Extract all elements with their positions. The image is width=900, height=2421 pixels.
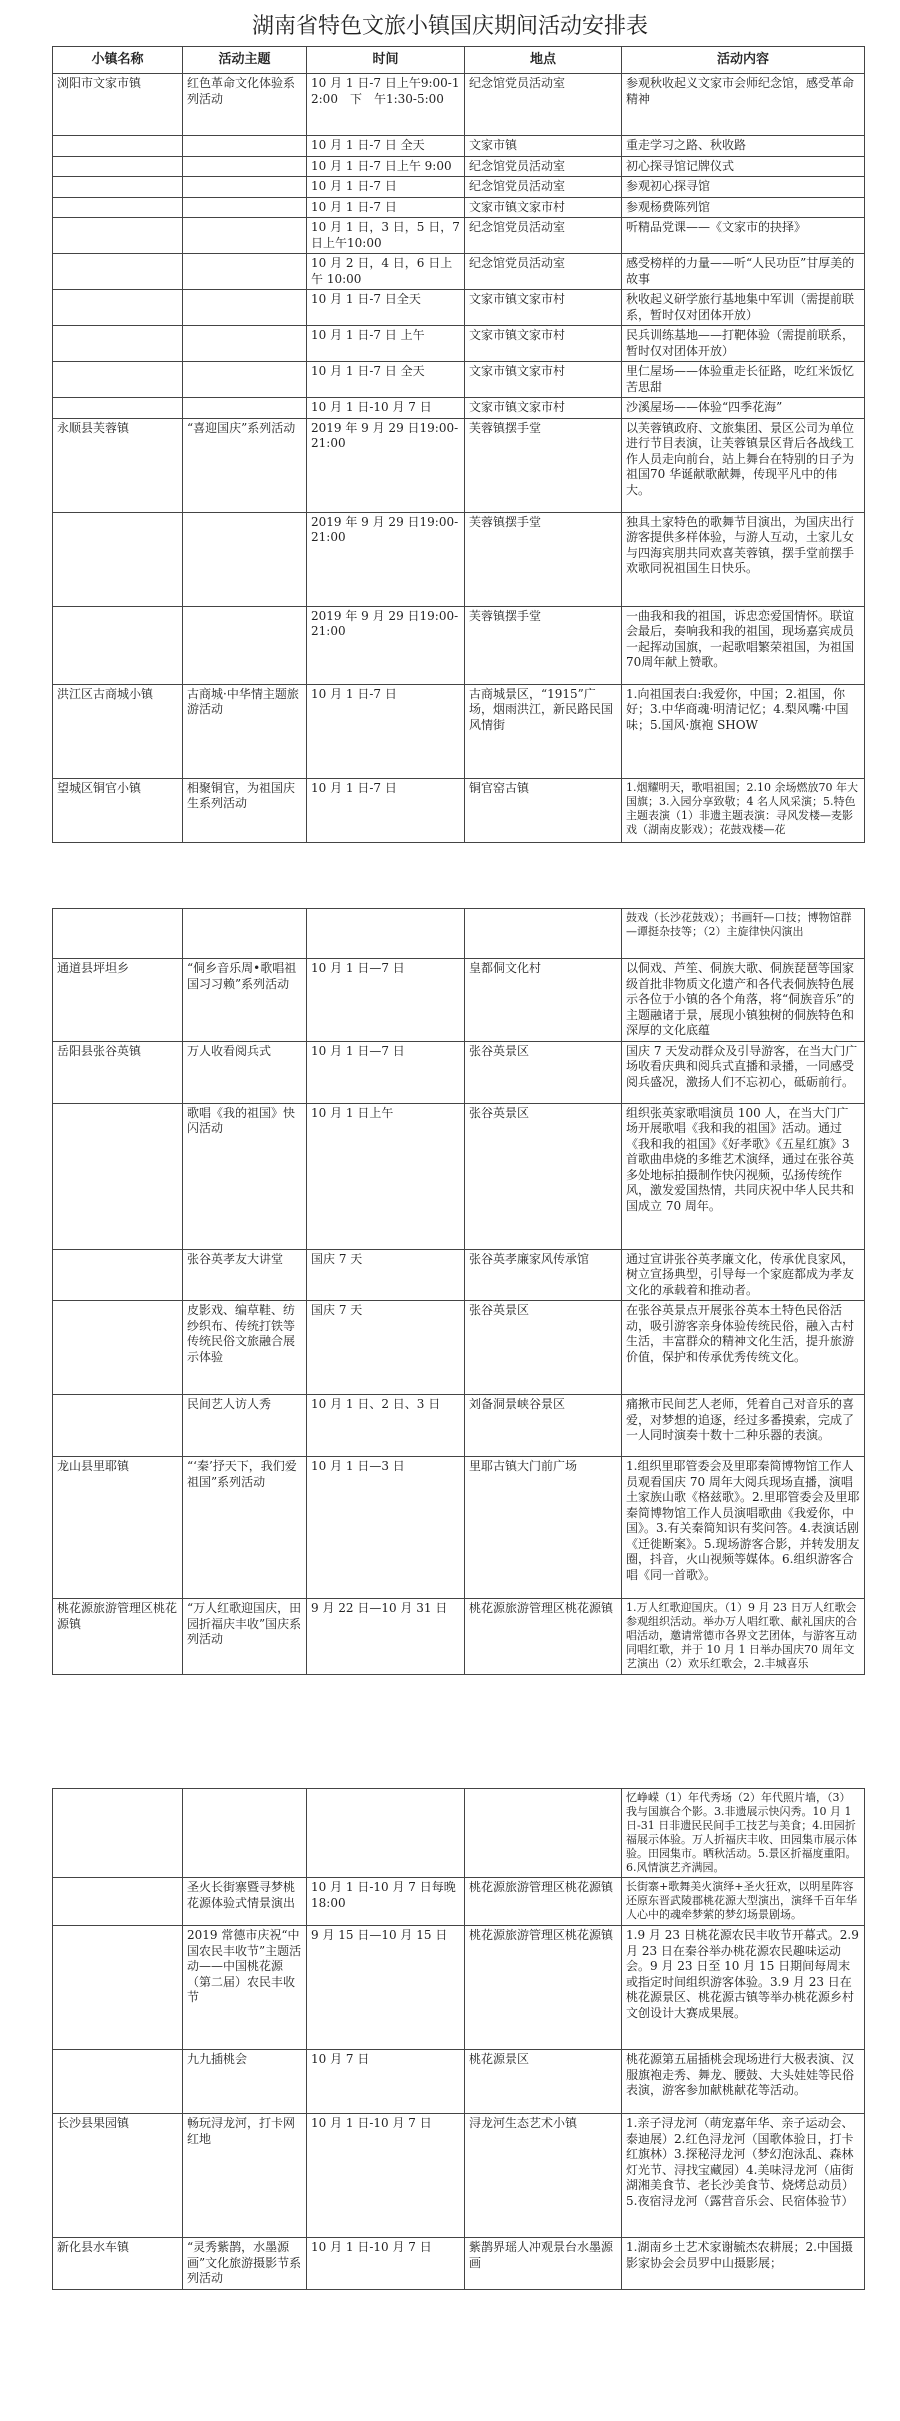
- cell-theme: 皮影戏、编草鞋、纺纱织布、传统打铁等传统民俗文旅融合展示体验: [183, 1301, 307, 1395]
- cell-time: 10 月 1 日-7 日: [307, 197, 465, 218]
- cell-time: 10 月 1 日-7 日 全天: [307, 362, 465, 398]
- cell-theme: 万人收看阅兵式: [183, 1041, 307, 1103]
- cell-town-name: [53, 1249, 183, 1301]
- cell-town-name: [53, 909, 183, 959]
- table-row: [53, 74, 865, 136]
- cell-theme: 相聚铜官，为祖国庆生系列活动: [183, 778, 307, 842]
- cell-content: 组织张英家歌唱演员 100 人，在当大门广场开展歌唱《我和我的祖国》活动。通过《我和我的祖国》《好孝歌》《五星红旗》3 首歌曲串烧的多维艺术演绎，通过在张谷英多处地标拍摄制作快闪视频，弘扬传统作风，激发爱国热情，共同庆祝中华人民共和国成立 70 周年。: [622, 1103, 865, 1249]
- cell-content: 1.向祖国表白:我爱你，中国；2.祖国，你好；3.中华商魂·明清记忆；4.梨风嘴·中国味；5.国风·旗袍 SHOW: [622, 684, 865, 778]
- cell-content: 1.湖南乡土艺术家谢毓杰农耕展；2.中国摄影家协会会员罗中山摄影展；: [622, 2238, 865, 2290]
- cell-content: 1.9 月 23 日桃花源农民丰收节开幕式。2.9 月 23 日在秦谷举办桃花源农民趣味运动会。9 月 23 日至 10 月 15 日期间每周末或指定时间组织游客体验。3.9 月 23 日在桃花源景区、桃花源古镇等举办桃花源乡村文创设计大赛成果展。: [622, 1926, 865, 2050]
- cell-time: 10 月 1 日-10 月 7 日: [307, 2238, 465, 2290]
- cell-theme: 九九插桃会: [183, 2050, 307, 2114]
- header-theme: 活动主题: [183, 47, 307, 74]
- cell-town-name: [53, 290, 183, 326]
- cell-time: 10 月 2 日，4 日，6 日上午 10:00: [307, 254, 465, 290]
- cell-theme: [183, 254, 307, 290]
- cell-content: 桃花源第五届插桃会现场进行大极表演、汉服旗袍走秀、舞龙、腰鼓、大头娃娃等民俗表演，游客参加献桃献花等活动。: [622, 2050, 865, 2114]
- cell-town-name: [53, 362, 183, 398]
- cell-location: 桃花源旅游管理区桃花源镇: [465, 1599, 622, 1675]
- cell-content: 初心探寻馆记牌仪式: [622, 156, 865, 177]
- cell-town-name: [53, 326, 183, 362]
- cell-content: 以芙蓉镇政府、文旅集团、景区公司为单位进行节目表演，让芙蓉镇景区背后各战线工作人员走向前台，站上舞台在特别的日子为祖国70 华诞献歌献舞，传现平凡中的伟大。: [622, 418, 865, 512]
- cell-location: 里耶古镇大门前广场: [465, 1457, 622, 1599]
- cell-location: 古商城景区，“1915”广场，烟雨洪江，新民路民国风情街: [465, 684, 622, 778]
- cell-content: 民兵训练基地——打靶体验（需提前联系，暂时仅对团体开放）: [622, 326, 865, 362]
- cell-theme: “万人红歌迎国庆，田园折福庆丰收”国庆系列活动: [183, 1599, 307, 1675]
- table-row: [53, 2050, 865, 2114]
- cell-theme: [183, 136, 307, 157]
- cell-time: 10 月 1 日-7 日 上午: [307, 326, 465, 362]
- cell-town-name: 望城区铜官小镇: [53, 778, 183, 842]
- cell-time: 10 月 1 日-7 日全天: [307, 290, 465, 326]
- cell-location: 芙蓉镇摆手堂: [465, 606, 622, 684]
- cell-theme: [183, 362, 307, 398]
- table-row: [53, 2238, 865, 2290]
- cell-content: 独具土家特色的歌舞节目演出，为国庆出行游客提供多样体验，与游人互动，土家儿女与四海宾朋共同欢喜芙蓉镇，摆手堂前摆手欢歌同祝祖国生日快乐。: [622, 512, 865, 606]
- table-row: [53, 1301, 865, 1395]
- table-row: [53, 1457, 865, 1599]
- schedule-table-page-1: [52, 46, 865, 843]
- cell-time: 10 月 1 日-7 日 全天: [307, 136, 465, 157]
- cell-content: 1.亲子浔龙河（萌宠嘉年华、亲子运动会、泰迪展）2.红色浔龙河（国歌体验日，打卡红旗林）3.探秘浔龙河（梦幻泡泳乱、森林灯光节、浔找宝藏园）4.美味浔龙河（庙街湖湘美食节、老长沙美食节、烧烤总动员）5.夜宿浔龙河（露营音乐会、民宿体验节）: [622, 2114, 865, 2238]
- cell-town-name: [53, 136, 183, 157]
- cell-location: 桃花源景区: [465, 2050, 622, 2114]
- cell-time: 10 月 1 日—3 日: [307, 1457, 465, 1599]
- cell-theme: [183, 156, 307, 177]
- cell-theme: [183, 197, 307, 218]
- cell-location: 纪念馆党员活动室: [465, 254, 622, 290]
- table-row: [53, 362, 865, 398]
- cell-location: 文家市镇文家市村: [465, 398, 622, 419]
- cell-content: 痛揪市民间艺人老师，凭着自己对音乐的喜爱，对梦想的追逐，经过多番摸索，完成了一人同时演奏十数十二种乐器的表演。: [622, 1395, 865, 1457]
- cell-time: 10 月 1 日-7 日: [307, 778, 465, 842]
- cell-theme: [183, 909, 307, 959]
- cell-location: [465, 1789, 622, 1878]
- cell-theme: [183, 290, 307, 326]
- cell-theme: “侗乡音乐周•歌唱祖国习习赖”系列活动: [183, 959, 307, 1042]
- table-row: [53, 1599, 865, 1675]
- schedule-table-page-3: [52, 1788, 865, 2290]
- cell-location: 桃花源旅游管理区桃花源镇: [465, 1878, 622, 1926]
- cell-theme: 畅玩浔龙河，打卡网红地: [183, 2114, 307, 2238]
- cell-location: 皇都侗文化村: [465, 959, 622, 1042]
- table-row: [53, 1395, 865, 1457]
- cell-content: 以侗戏、芦笙、侗族大歌、侗族琵琶等国家级首批非物质文化遗产和各代表侗族特色展示各位于小镇的各个角落，将“侗族音乐”的主题融诸于景，展现小镇独树的侗族特色和深厚的文化底蕴: [622, 959, 865, 1042]
- cell-town-name: [53, 1301, 183, 1395]
- table-body: [53, 1789, 865, 2290]
- cell-theme: 2019 常德市庆祝“中国农民丰收节”主题活动——中国桃花源（第二届）农民丰收节: [183, 1926, 307, 2050]
- table-row: [53, 197, 865, 218]
- cell-town-name: 桃花源旅游管理区桃花源镇: [53, 1599, 183, 1675]
- cell-time: [307, 1789, 465, 1878]
- header-location: 地点: [465, 47, 622, 74]
- cell-town-name: 通道县坪坦乡: [53, 959, 183, 1042]
- table-row: [53, 512, 865, 606]
- cell-content: 感受榜样的力量——听“人民功臣”甘厚美的故事: [622, 254, 865, 290]
- header-time: 时间: [307, 47, 465, 74]
- table-body: [53, 909, 865, 1675]
- cell-time: [307, 909, 465, 959]
- cell-time: 10 月 1 日-10 月 7 日: [307, 2114, 465, 2238]
- cell-location: 张谷英景区: [465, 1301, 622, 1395]
- cell-town-name: [53, 512, 183, 606]
- table-row: [53, 1926, 865, 2050]
- cell-theme: [183, 398, 307, 419]
- cell-location: 文家市镇: [465, 136, 622, 157]
- cell-theme: 古商城·中华情主题旅游活动: [183, 684, 307, 778]
- cell-time: 10 月 7 日: [307, 2050, 465, 2114]
- cell-content: 国庆 7 天发动群众及引导游客，在当大门广场收看庆典和阅兵式直播和录播，一同感受阅兵盛况，激扬人们不忘初心，砥砺前行。: [622, 1041, 865, 1103]
- cell-location: 张谷英景区: [465, 1103, 622, 1249]
- cell-time: 10 月 1 日、2 日、3 日: [307, 1395, 465, 1457]
- table-body: [53, 74, 865, 843]
- cell-time: 9 月 22 日—10 月 31 日: [307, 1599, 465, 1675]
- table-row: [53, 156, 865, 177]
- cell-location: 文家市镇文家市村: [465, 290, 622, 326]
- cell-content: 忆峥嵘（1）年代秀场（2）年代照片墙，（3）我与国旗合个影。3.非遗展示快闪秀。10 月 1 日-31 日非遗民民间手工技艺与美食；4.田园折福展示体验。万人折福庆丰收、田园集市展示体验。田园集市。晒秋活动。5.景区折福度重阳。6.风情演艺齐满园。: [622, 1789, 865, 1878]
- cell-theme: 歌唱《我的祖国》快闪活动: [183, 1103, 307, 1249]
- table-row: [53, 326, 865, 362]
- cell-town-name: [53, 1103, 183, 1249]
- cell-theme: “喜迎国庆”系列活动: [183, 418, 307, 512]
- cell-town-name: [53, 1878, 183, 1926]
- cell-content: 里仁屋场——体验重走长征路，吃红米饭忆苦思甜: [622, 362, 865, 398]
- cell-town-name: 新化县水车镇: [53, 2238, 183, 2290]
- cell-town-name: 龙山县里耶镇: [53, 1457, 183, 1599]
- cell-content: 参观初心探寻馆: [622, 177, 865, 198]
- cell-location: 文家市镇文家市村: [465, 362, 622, 398]
- table-row: [53, 1789, 865, 1878]
- cell-location: 张谷英景区: [465, 1041, 622, 1103]
- cell-content: 听精品党课——《文家市的抉择》: [622, 218, 865, 254]
- cell-town-name: [53, 2050, 183, 2114]
- table-row: [53, 778, 865, 842]
- cell-time: 10 月 1 日-10 月 7 日每晚 18:00: [307, 1878, 465, 1926]
- cell-town-name: [53, 606, 183, 684]
- cell-town-name: [53, 1926, 183, 2050]
- cell-location: 刘备洞景峡谷景区: [465, 1395, 622, 1457]
- cell-time: 2019 年 9 月 29 日19:00-21:00: [307, 606, 465, 684]
- table-row: [53, 959, 865, 1042]
- cell-time: 10 月 1 日-7 日上午9:00-12:00 下 午1:30-5:00: [307, 74, 465, 136]
- cell-content: 1.万人红歌迎国庆。（1）9 月 23 日万人红歌会参观组织活动。举办万人唱红歌、献礼国庆的合唱活动，邀请常德市各界文艺团体，与游客互动同唱红歌，并于 10 月 1 日举办国庆70 周年文艺演出（2）欢乐红歌会，2.丰城喜乐: [622, 1599, 865, 1675]
- cell-location: 桃花源旅游管理区桃花源镇: [465, 1926, 622, 2050]
- cell-time: 9 月 15 日—10 月 15 日: [307, 1926, 465, 2050]
- table-header-row: [53, 47, 865, 74]
- cell-content: 参观秋收起义文家市会师纪念馆，感受革命精神: [622, 74, 865, 136]
- cell-time: 2019 年 9 月 29 日19:00-21:00: [307, 512, 465, 606]
- cell-theme: 红色革命文化体验系列活动: [183, 74, 307, 136]
- cell-town-name: [53, 398, 183, 419]
- cell-location: 浔龙河生态艺术小镇: [465, 2114, 622, 2238]
- cell-theme: [183, 177, 307, 198]
- cell-town-name: [53, 1789, 183, 1878]
- cell-town-name: 永顺县芙蓉镇: [53, 418, 183, 512]
- cell-content: 一曲我和我的祖国，诉忠恋爱国情怀。联谊会最后，奏响我和我的祖国，现场嘉宾成员一起挥动国旗，一起歌唱繁荣祖国，为祖国70周年献上赞歌。: [622, 606, 865, 684]
- cell-time: 2019 年 9 月 29 日19:00-21:00: [307, 418, 465, 512]
- cell-time: 10 月 1 日-7 日上午 9:00: [307, 156, 465, 177]
- cell-theme: 张谷英孝友大讲堂: [183, 1249, 307, 1301]
- cell-content: 长街寨+歌舞美火演绎+圣火狂欢，以明星阵容还原东晋武陵郡桃花源大型演出，演绎千百年华人心中的魂牵梦萦的梦幻场景剧场。: [622, 1878, 865, 1926]
- table-row: [53, 218, 865, 254]
- cell-town-name: 岳阳县张谷英镇: [53, 1041, 183, 1103]
- table-row: [53, 1103, 865, 1249]
- header-town-name: 小镇名称: [53, 47, 183, 74]
- cell-theme: 圣火长街寨暨寻梦桃花源体验式情景演出: [183, 1878, 307, 1926]
- cell-location: 纪念馆党员活动室: [465, 156, 622, 177]
- cell-location: [465, 909, 622, 959]
- document-title: 湖南省特色文旅小镇国庆期间活动安排表: [251, 14, 648, 39]
- cell-town-name: [53, 197, 183, 218]
- table-row: [53, 177, 865, 198]
- cell-location: 文家市镇文家市村: [465, 326, 622, 362]
- cell-theme: 民间艺人访人秀: [183, 1395, 307, 1457]
- cell-time: 10 月 1 日-7 日: [307, 177, 465, 198]
- table-row: [53, 254, 865, 290]
- cell-content: 参观杨费陈列馆: [622, 197, 865, 218]
- cell-location: 纪念馆党员活动室: [465, 74, 622, 136]
- table-row: [53, 2114, 865, 2238]
- cell-location: 纪念馆党员活动室: [465, 218, 622, 254]
- table-row: [53, 1878, 865, 1926]
- cell-town-name: [53, 156, 183, 177]
- schedule-table-page-2: [52, 908, 865, 1675]
- cell-location: 紫鹊界瑶人冲观景台水墨源画: [465, 2238, 622, 2290]
- cell-town-name: 浏阳市文家市镇: [53, 74, 183, 136]
- table-row: [53, 684, 865, 778]
- cell-time: 10 月 1 日上午: [307, 1103, 465, 1249]
- table-row: [53, 418, 865, 512]
- cell-time: 10 月 1 日—7 日: [307, 959, 465, 1042]
- cell-content: 1.组织里耶管委会及里耶秦简博物馆工作人员观看国庆 70 周年大阅兵现场直播，演唱土家族山歌《格兹歌》。2.里耶管委会及里耶秦简博物馆工作人员演唱歌曲《我爱你，中国》。3.有关秦简知识有奖问答。4.表演话剧《迁徙断案》。5.现场游客合影，并转发朋友圈，抖音，火山视频等媒体。6.组织游客合唱《同一首歌》。: [622, 1457, 865, 1599]
- cell-theme: [183, 218, 307, 254]
- cell-content: 1.烟耀明天，歌唱祖国；2.10 余场燃放70 年大国旗；3.入园分享致敬；4 名人风采演；5.特色主题表演（1）非遗主题表演：寻风发楼—麦影戏（湖南皮影戏）；花鼓戏楼—花: [622, 778, 865, 842]
- cell-location: 铜官窑古镇: [465, 778, 622, 842]
- cell-content: 通过宣讲张谷英孝廉文化，传承优良家风，树立宣扬典型，引导每一个家庭都成为孝友文化的承载着和推动者。: [622, 1249, 865, 1301]
- cell-location: 纪念馆党员活动室: [465, 177, 622, 198]
- table-row: [53, 1249, 865, 1301]
- cell-time: 10 月 1 日—7 日: [307, 1041, 465, 1103]
- cell-location: 张谷英孝廉家风传承馆: [465, 1249, 622, 1301]
- cell-time: 10 月 1 日，3 日，5 日，7 日上午10:00: [307, 218, 465, 254]
- cell-theme: “灵秀紫鹊，水墨源画”文化旅游摄影节系列活动: [183, 2238, 307, 2290]
- table-row: [53, 606, 865, 684]
- table-row: [53, 909, 865, 959]
- cell-town-name: [53, 218, 183, 254]
- cell-content: 沙溪屋场——体验“四季花海”: [622, 398, 865, 419]
- cell-time: 国庆 7 天: [307, 1249, 465, 1301]
- cell-location: 芙蓉镇摆手堂: [465, 418, 622, 512]
- cell-location: 文家市镇文家市村: [465, 197, 622, 218]
- cell-theme: [183, 512, 307, 606]
- cell-theme: “‘秦’抒天下，我们爱祖国”系列活动: [183, 1457, 307, 1599]
- cell-content: 鼓戏（长沙花鼓戏）；书画轩—口技；博物馆群—谭挺杂技等；（2）主旋律快闪演出: [622, 909, 865, 959]
- cell-content: 秋收起义研学旅行基地集中军训（需提前联系，暂时仅对团体开放）: [622, 290, 865, 326]
- cell-content: 重走学习之路、秋收路: [622, 136, 865, 157]
- cell-time: 国庆 7 天: [307, 1301, 465, 1395]
- cell-location: 芙蓉镇摆手堂: [465, 512, 622, 606]
- cell-town-name: [53, 1395, 183, 1457]
- cell-town-name: [53, 177, 183, 198]
- cell-town-name: 长沙县果园镇: [53, 2114, 183, 2238]
- table-row: [53, 136, 865, 157]
- cell-time: 10 月 1 日-7 日: [307, 684, 465, 778]
- cell-town-name: [53, 254, 183, 290]
- cell-time: 10 月 1 日-10 月 7 日: [307, 398, 465, 419]
- cell-theme: [183, 326, 307, 362]
- table-row: [53, 1041, 865, 1103]
- cell-content: 在张谷英景点开展张谷英本土特色民俗活动，吸引游客亲身体验传统民俗，融入古村生活，丰富群众的精神文化生活，提升旅游价值，保护和传承优秀传统文化。: [622, 1301, 865, 1395]
- table-row: [53, 290, 865, 326]
- cell-theme: [183, 606, 307, 684]
- cell-theme: [183, 1789, 307, 1878]
- table-row: [53, 398, 865, 419]
- cell-town-name: 洪江区古商城小镇: [53, 684, 183, 778]
- header-content: 活动内容: [622, 47, 865, 74]
